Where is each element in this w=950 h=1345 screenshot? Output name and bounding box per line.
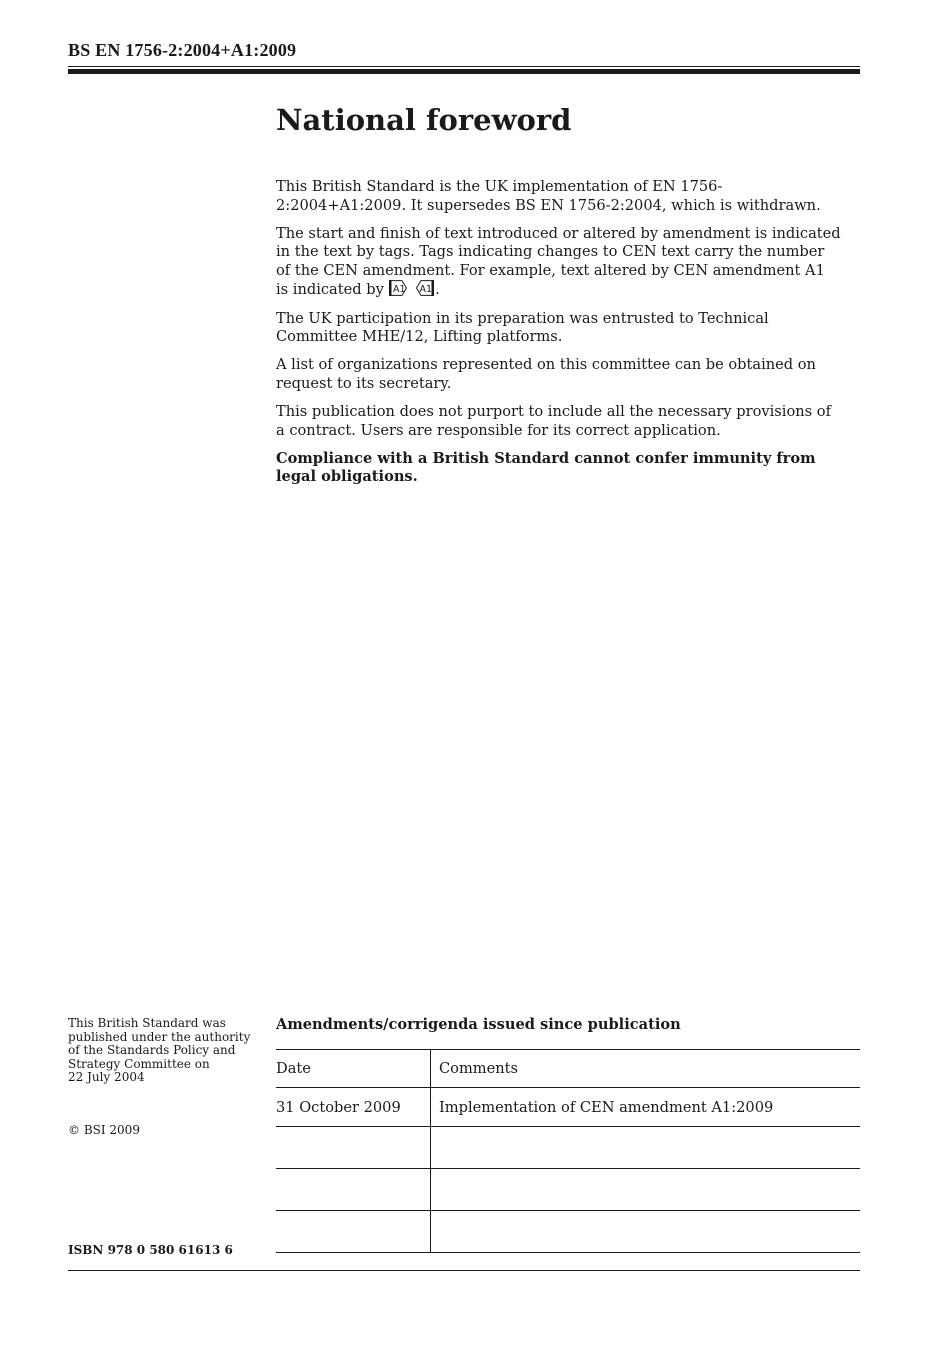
paragraph-committee: The UK participation in its preparation was entrusted to Technical Committee MHE/12, Lifting platforms. <box>276 309 769 346</box>
paragraph-amendment-tags <box>276 225 841 300</box>
isbn: ISBN 978 0 580 61613 6 <box>68 1243 233 1257</box>
table-cell-date <box>276 1169 431 1211</box>
column-header-comments: Comments <box>431 1050 861 1088</box>
paragraph-amendment-tags-end: . <box>435 281 440 299</box>
page-title: National foreword <box>276 103 572 137</box>
paragraph-provisions: This publication does not purport to include all the necessary provisions of a contract. Users are responsible for its correct application. <box>276 402 831 439</box>
table-row <box>276 1088 860 1127</box>
paragraph-organizations: A list of organizations represented on this committee can be obtained on request to its secretary. <box>276 356 816 392</box>
amendments-table <box>276 1049 860 1253</box>
amendment-end-tag-label: A1 <box>419 284 433 296</box>
table-row <box>276 1127 860 1169</box>
table-header-row <box>276 1050 860 1088</box>
publication-note: This British Standard was published under the authority of the Standards Policy and Strategy Committee on 22 July 2004 <box>68 1016 251 1085</box>
footer-rule <box>68 1270 860 1271</box>
paragraph-compliance: Compliance with a British Standard cannot confer immunity from legal obligations. <box>276 449 816 486</box>
header-rule-thick <box>68 69 860 74</box>
paragraph-amendment-tags-text: The start and finish of text introduced or altered by amendment is indicated in the text by tags. Tags indicating changes to CEN text carry the number of the CEN amendment. For example, text altered by CEN amendment A1 is indicated by <box>276 224 841 299</box>
copyright-notice: © BSI 2009 <box>68 1123 140 1137</box>
amendments-heading: Amendments/corrigenda issued since publication <box>276 1016 681 1033</box>
table-cell-comments <box>431 1127 861 1169</box>
table-cell-comments <box>431 1169 861 1211</box>
column-header-date: Date <box>276 1050 431 1088</box>
amendment-end-tag-icon <box>415 280 434 296</box>
header-rule-thin <box>68 66 860 67</box>
table-cell-date <box>276 1211 431 1253</box>
standard-code-header: BS EN 1756-2:2004+A1:2009 <box>68 40 297 60</box>
amendment-start-tag-label: A1 <box>393 284 407 296</box>
table-cell-date: 31 October 2009 <box>276 1088 431 1127</box>
paragraph-implementation: This British Standard is the UK implementation of EN 1756-2:2004+A1:2009. It supersedes BS EN 1756-2:2004, which is withdrawn. <box>276 178 821 214</box>
table-row <box>276 1169 860 1211</box>
foreword-body <box>276 178 841 496</box>
amendment-start-tag-icon <box>389 280 408 296</box>
table-cell-date <box>276 1127 431 1169</box>
table-row <box>276 1211 860 1253</box>
table-cell-comments: Implementation of CEN amendment A1:2009 <box>431 1088 861 1127</box>
table-cell-comments <box>431 1211 861 1253</box>
